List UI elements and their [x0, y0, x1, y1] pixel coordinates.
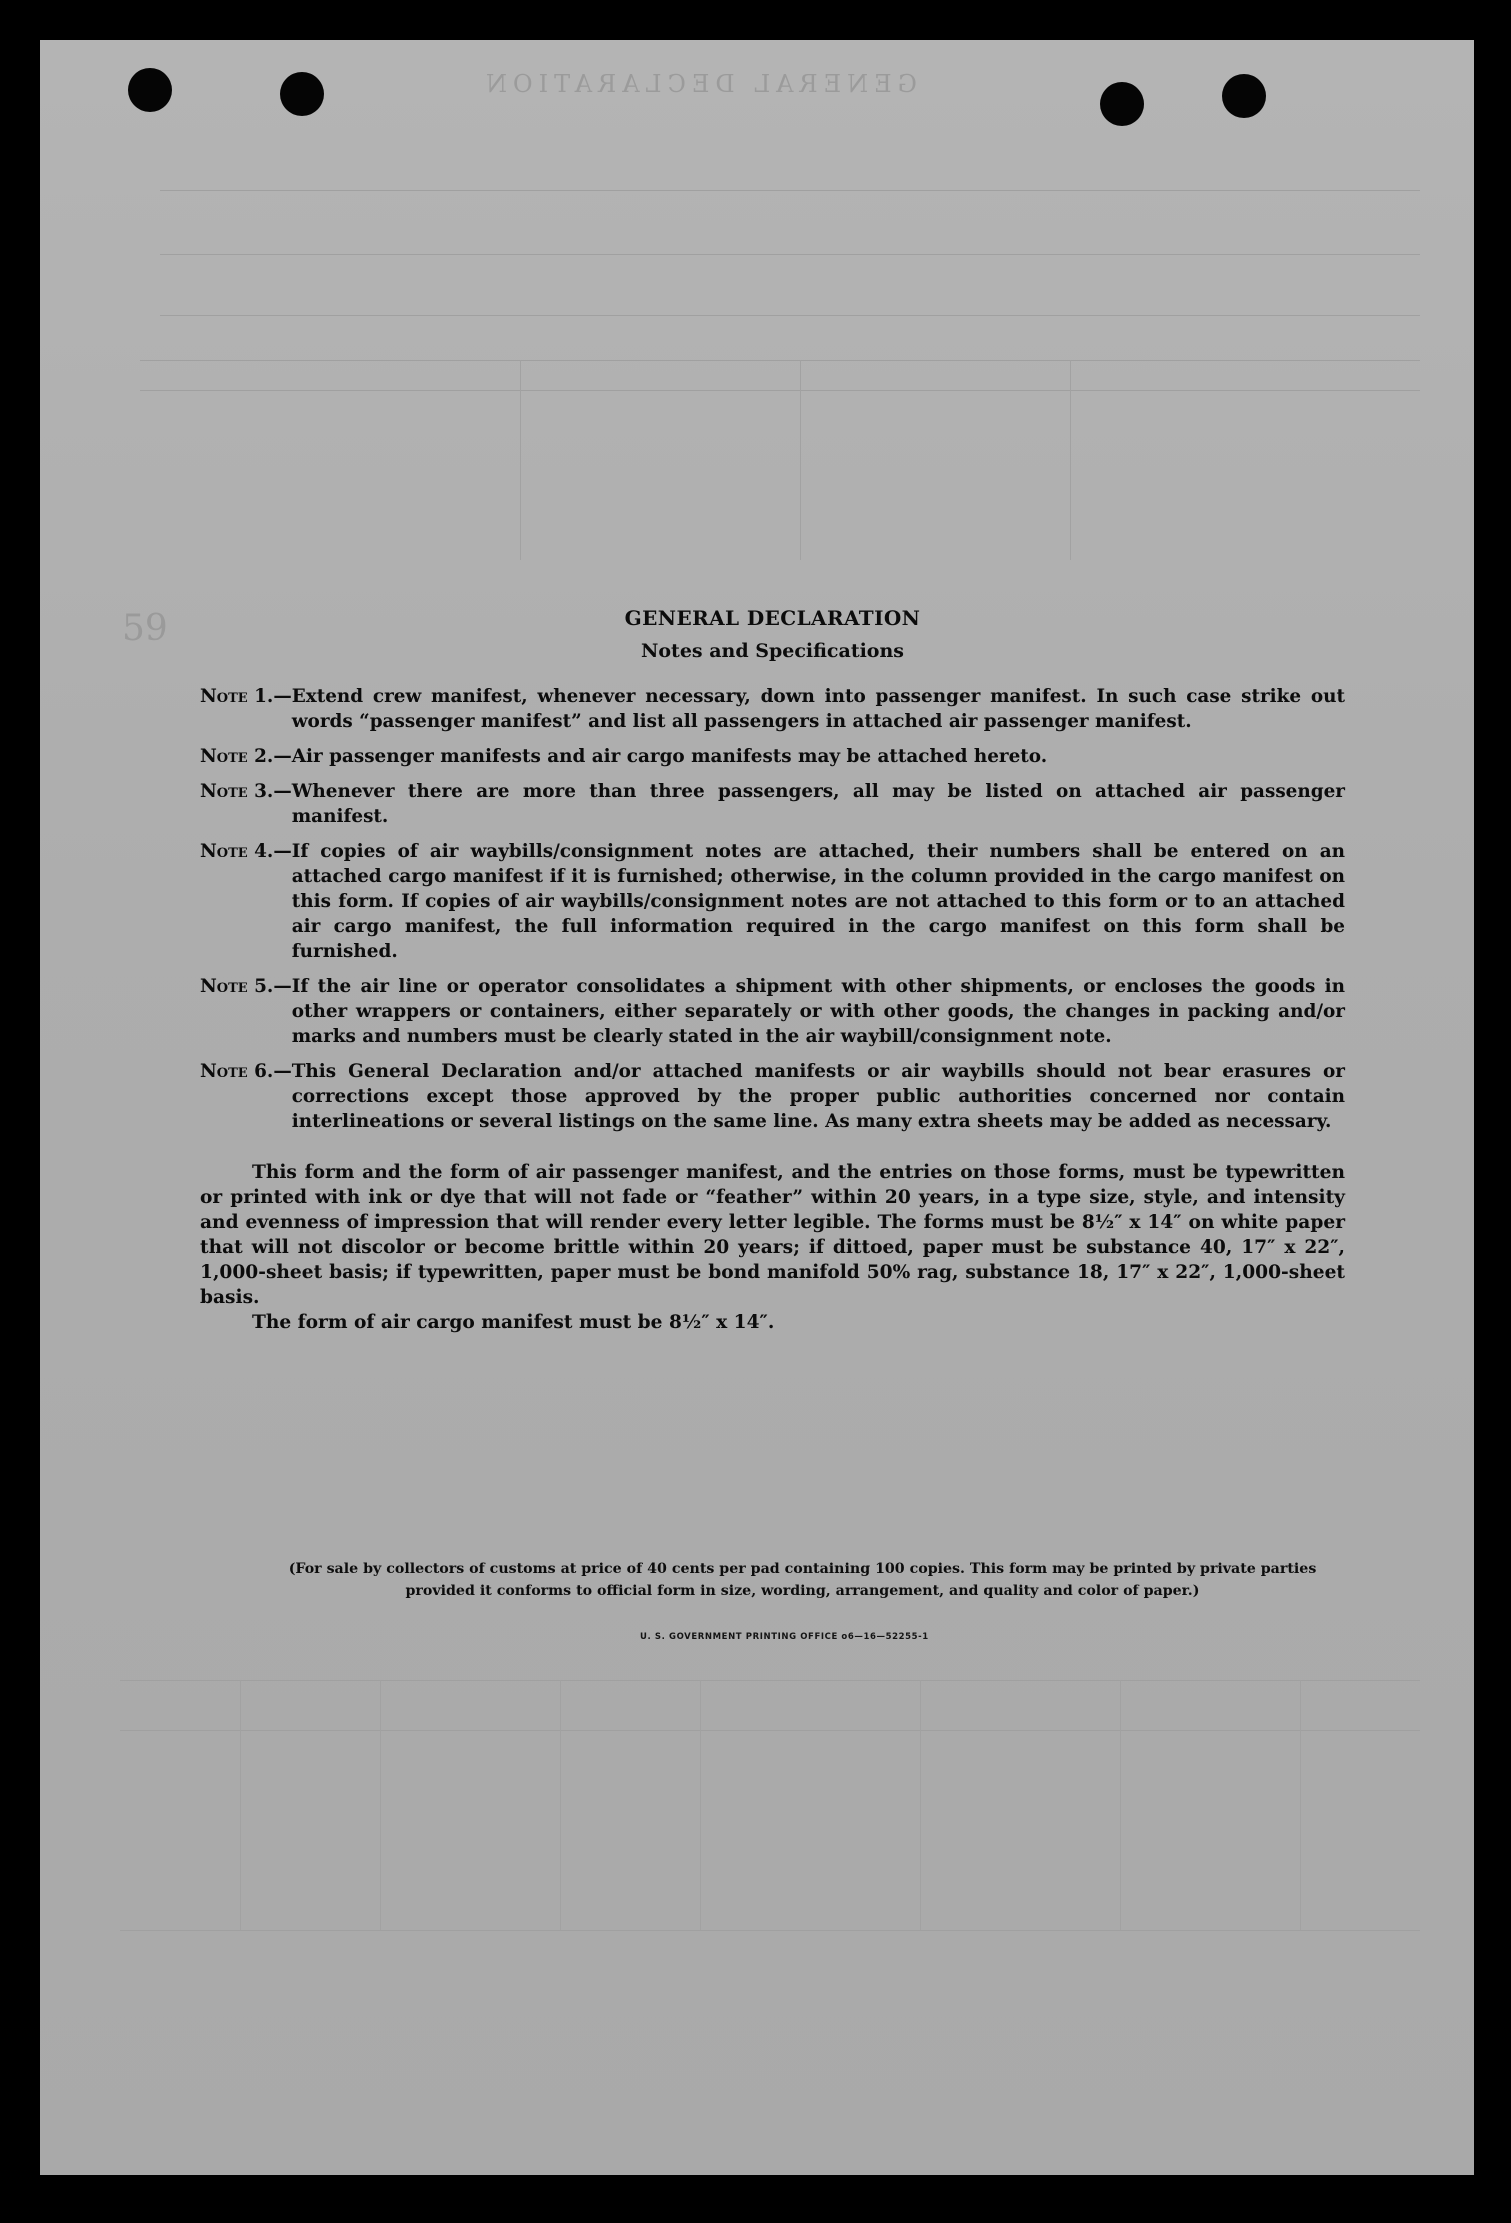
note-3: [200, 779, 1345, 829]
bleed-through-line: [240, 1680, 241, 1930]
bleed-through-line: [1120, 1680, 1121, 1930]
note-label: Note 5.—: [200, 976, 292, 997]
note-4: [200, 839, 1345, 964]
note-5: [200, 974, 1345, 1049]
bleed-through-line: [120, 1680, 1420, 1681]
punch-hole: [280, 72, 324, 116]
format-requirements-paragraph: This form and the form of air passenger manifest, and the entries on those forms, must be typewritten or printed with ink or dye that will not fade or “feather” within 20 years, in a type size, style, and intensity and evenness of impression that will render every letter legible. The forms must be 8½″ x 14″ on white paper that will not discolor or become brittle within 20 years; if dittoed, paper must be substance 40, 17″ x 22″, 1,000-sheet basis; if typewritten, paper must be bond manifold 50% rag, substance 18, 17″ x 22″, 1,000-sheet basis.: [200, 1162, 1345, 1308]
bleed-through-title: GENERAL DECLARATION: [480, 70, 917, 98]
punch-hole: [1222, 74, 1266, 118]
note-label: Note 2.—: [200, 746, 292, 767]
note-label: Note 3.—: [200, 781, 292, 802]
note-text: If the air line or operator consolidates a shipment with other shipments, or encloses the goods in other wrappers or containers, either separately or with other goods, the changes in packing and/or marks and numbers must be clearly stated in the air waybill/consignment note.: [291, 976, 1345, 1047]
bleed-through-line: [1300, 1680, 1301, 1930]
note-label: Note 6.—: [200, 1061, 292, 1082]
bleed-through-line: [380, 1680, 381, 1930]
document-title: GENERAL DECLARATION: [624, 606, 921, 630]
bleed-through-number: 59: [122, 608, 168, 649]
note-text: Extend crew manifest, whenever necessary, down into passenger manifest. In such case strike out words “passenger manifest” and list all passengers in attached air passenger manifest.: [291, 686, 1345, 732]
note-text: If copies of air waybills/consignment notes are attached, their numbers shall be entered on an attached cargo manifest if it is furnished; otherwise, in the column provided in the cargo manifest on this form. If copies of air waybills/consignment notes are not attached to this form or to an attached air cargo manifest, the full information required in the cargo manifest on this form shall be furnished.: [291, 841, 1345, 962]
note-text: Whenever there are more than three passengers, all may be listed on attached air passenger manifest.: [291, 781, 1345, 827]
bleed-through-line: [1070, 360, 1071, 560]
bleed-through-line: [160, 254, 1420, 255]
bleed-through-line: [160, 315, 1420, 316]
cargo-manifest-size-line: The form of air cargo manifest must be 8½″ x 14″.: [252, 1312, 775, 1333]
document-subtitle: Notes and Specifications: [641, 640, 904, 662]
note-6: [200, 1059, 1345, 1134]
document-sheet: [40, 40, 1474, 2175]
note-label: Note 4.—: [200, 841, 292, 862]
note-2: [200, 744, 1345, 769]
bleed-through-line: [920, 1680, 921, 1930]
note-text: This General Declaration and/or attached manifests or air waybills should not bear erasures or corrections except those approved by the proper public authorities concerned nor contain interlineations or several listings on the same line. As many extra sheets may be added as necessary.: [291, 1061, 1345, 1132]
printer-imprint: U. S. GOVERNMENT PRINTING OFFICE o6—16—52255-1: [640, 1632, 929, 1642]
punch-hole: [128, 68, 172, 112]
bleed-through-line: [700, 1680, 701, 1930]
note-1: [200, 684, 1345, 734]
declaration-notes: [200, 606, 1345, 1335]
bleed-through-line: [800, 360, 801, 560]
bleed-through-line: [140, 360, 1420, 361]
bleed-through-line: [120, 1730, 1420, 1731]
bleed-through-line: [120, 1930, 1420, 1931]
note-text: Air passenger manifests and air cargo manifests may be attached hereto.: [291, 746, 1048, 767]
punch-hole: [1100, 82, 1144, 126]
bleed-through-line: [560, 1680, 561, 1930]
bleed-through-line: [140, 390, 1420, 391]
note-label: Note 1.—: [200, 686, 292, 707]
bleed-through-line: [520, 360, 521, 560]
sale-notice: (For sale by collectors of customs at price of 40 cents per pad containing 100 copies. This form may be printed by private parties provided it conforms to official form in size, wording, arrangement, and quality and color of paper.): [288, 1561, 1317, 1599]
bleed-through-line: [160, 190, 1420, 191]
